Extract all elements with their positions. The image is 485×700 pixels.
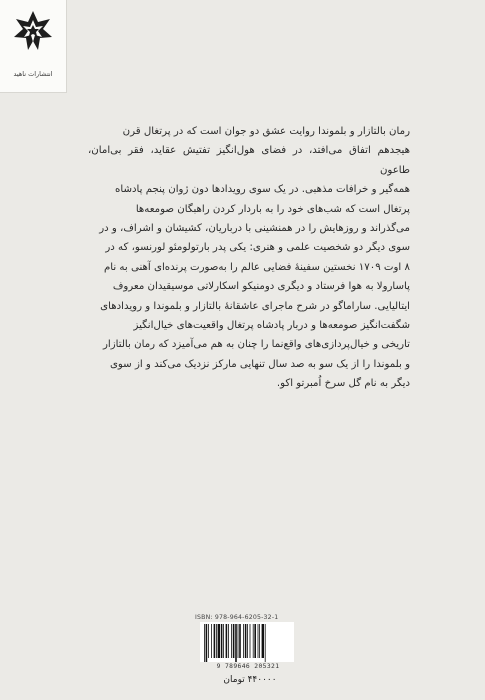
back-cover-blurb bbox=[88, 122, 410, 394]
barcode-bar bbox=[204, 624, 205, 662]
eight-point-star-icon bbox=[12, 10, 54, 52]
barcode-image bbox=[200, 622, 294, 662]
blurb-line: دیگر به نام گل سرخ اُمبرتو اکو. bbox=[276, 378, 410, 390]
barcode-bar bbox=[245, 624, 247, 658]
barcode-bar bbox=[259, 624, 260, 658]
publisher-logo-block bbox=[0, 0, 67, 93]
blurb-line: می‌گذراند و روزهایش را در همنشینی با درباریان، کشیشان و اشراف، و در bbox=[99, 223, 410, 235]
barcode-bar bbox=[265, 624, 266, 662]
price-label: ۴۴۰۰۰۰ تومان bbox=[223, 675, 277, 685]
barcode-bar bbox=[214, 624, 216, 658]
barcode-bar bbox=[238, 624, 239, 658]
barcode-bar bbox=[233, 624, 235, 658]
blurb-line: رمان بالتازار و بلموندا روایت عشق دو جوان است که در پرتغال قرن bbox=[122, 126, 410, 137]
barcode-bar bbox=[228, 624, 229, 658]
barcode-bar bbox=[239, 624, 241, 658]
blurb-line: تاریخی و خیال‌پردازی‌های واقع‌نما را چنان به هم می‌آمیزد که رمان بالتازار bbox=[102, 339, 410, 351]
blurb-line: پرتغال است که شب‌های خود را به باردار کردن راهبگان صومعه‌ها bbox=[135, 203, 410, 215]
blurb-line: همه‌گیر و خرافات مذهبی. در یک سوی رویدادها دون ژوان پنجم پادشاه bbox=[115, 184, 410, 196]
blurb-line: شگفت‌انگیز صومعه‌ها و دربار پادشاه پرتغال واقعیت‌های خیال‌انگیز bbox=[133, 320, 410, 332]
barcode-bar bbox=[218, 624, 220, 658]
barcode-bar bbox=[206, 624, 208, 662]
blurb-line: پاسارولا به هوا فرستاد و دیگری دومنیکو اسکارلاتی موسیقیدان معروف bbox=[112, 281, 410, 293]
barcode-bar bbox=[247, 624, 248, 658]
blurb-line: ۸ اوت ۱۷۰۹ نخستین سفینهٔ فضایی عالم را به‌صورت پرنده‌ای آهنی به نام bbox=[103, 261, 410, 273]
barcode-bar bbox=[216, 624, 217, 658]
blurb-line: هیجدهم اتفاق می‌افتد، در فضای هول‌انگیز تفتیش عقاید، فقر بی‌امان، طاعون bbox=[88, 145, 410, 176]
barcode-bar bbox=[243, 624, 244, 658]
barcode-bar bbox=[221, 624, 223, 658]
blurb-line: سوی دیگر دو شخصیت علمی و هنری: یکی پدر بارتولومئو لورنسو، که در bbox=[105, 242, 410, 254]
barcode-bar bbox=[262, 624, 264, 658]
blurb-line: ایتالیایی. ساراماگو در شرح ماجرای عاشقانهٔ بالتازار و بلموندا و رویدادهای bbox=[100, 300, 410, 312]
blurb-line: و بلموندا را از یک سو به صد سال تنهایی مارکز نزدیک می‌کند و از سوی bbox=[109, 358, 410, 370]
barcode-bar bbox=[254, 624, 256, 658]
barcode-bar bbox=[235, 624, 237, 662]
isbn-label: ISBN: 978-964-6205-32-1 bbox=[195, 614, 279, 621]
barcode-bar bbox=[211, 624, 212, 658]
barcode-bar bbox=[226, 624, 228, 658]
barcode-bar bbox=[258, 624, 259, 658]
barcode-bar bbox=[250, 624, 251, 658]
publisher-name: انتشارات ناهید bbox=[13, 70, 53, 78]
barcode-digits: 9 789646 205321 bbox=[216, 663, 280, 670]
barcode-bar bbox=[253, 624, 254, 658]
barcode-bar bbox=[223, 624, 224, 658]
barcode-bar bbox=[208, 624, 209, 658]
barcode-bar bbox=[231, 624, 232, 658]
